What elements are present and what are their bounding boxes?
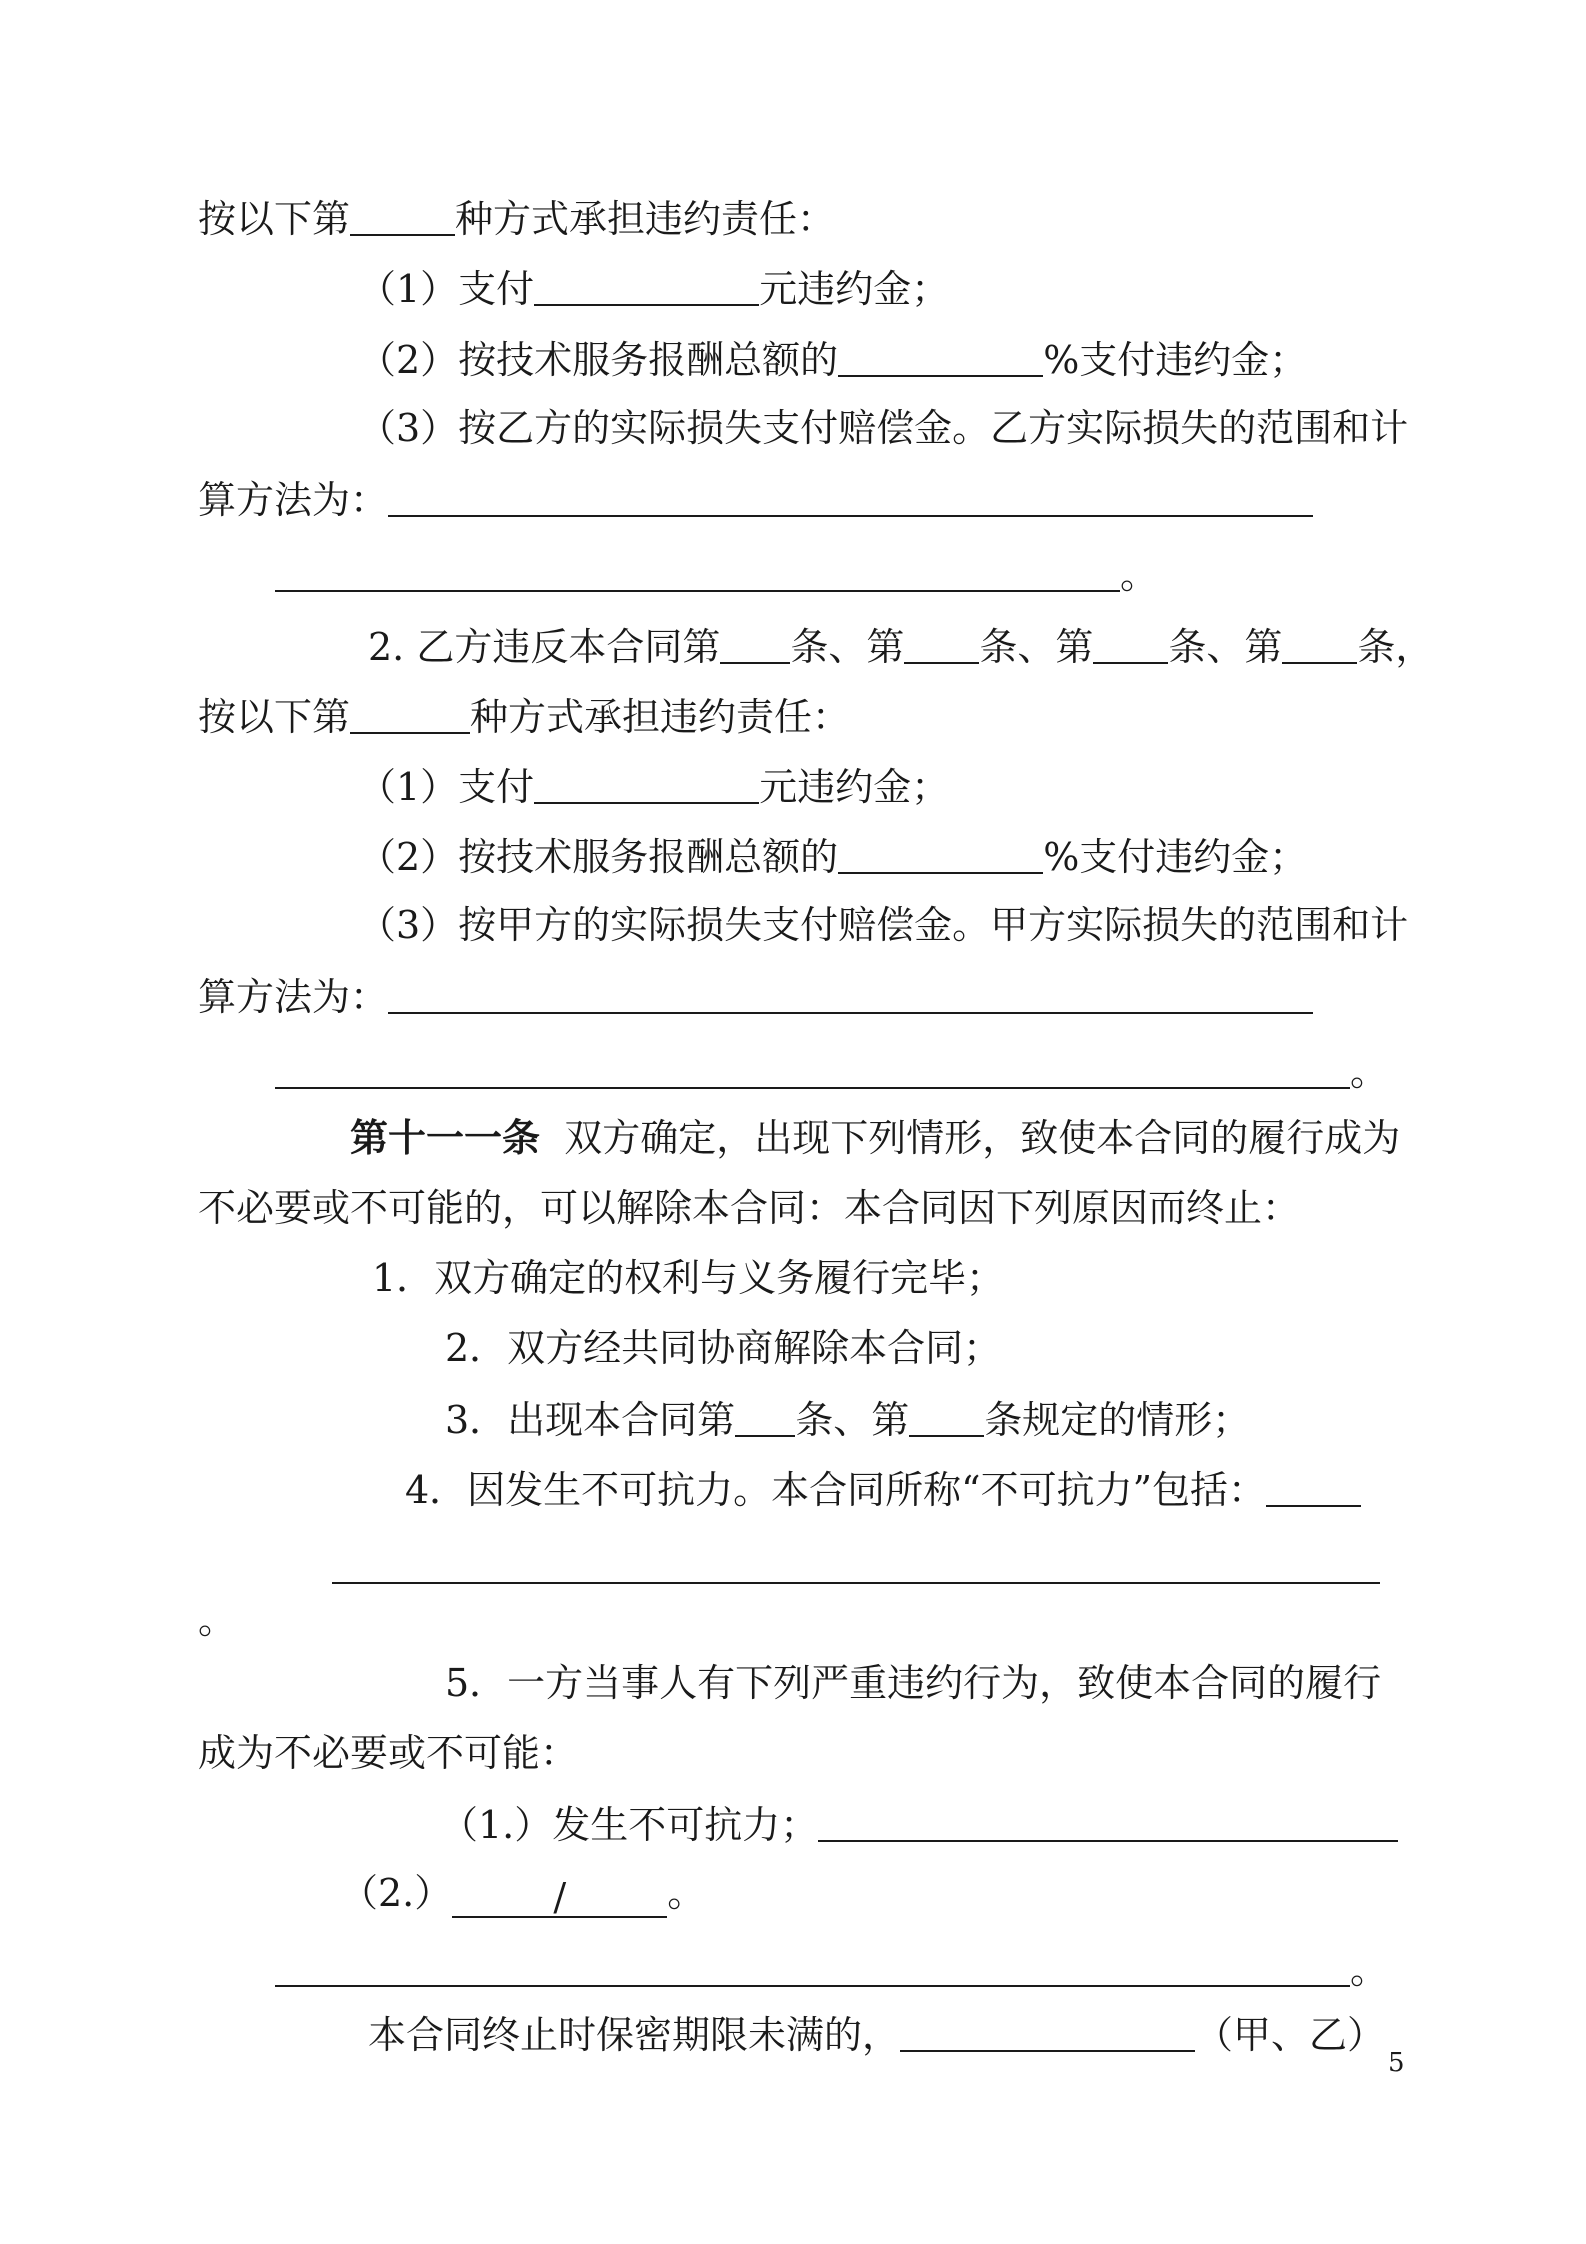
clause-line-12 xyxy=(198,970,1313,1020)
blank-field[interactable] xyxy=(332,1544,1380,1584)
text: （3）按甲方的实际损失支付赔偿金。甲方实际损失的范围和计 xyxy=(358,903,1409,947)
sub-item-2 xyxy=(340,1868,705,1918)
blank-field[interactable] xyxy=(1282,624,1357,664)
blank-field[interactable] xyxy=(909,1397,984,1437)
article-11-line-2 xyxy=(198,1183,1300,1233)
text: 3．出现本合同第 xyxy=(445,1398,736,1442)
sub-item-1 xyxy=(440,1798,1398,1848)
blank-field[interactable] xyxy=(735,1397,795,1437)
clause-line-7 xyxy=(368,620,1433,670)
text: 算方法为： xyxy=(198,975,389,1019)
clause-line-13 xyxy=(275,1045,1388,1095)
blank-field[interactable]: / xyxy=(452,1878,667,1918)
text: （1.）发生不可抗力； xyxy=(440,1803,819,1847)
blank-field[interactable] xyxy=(720,624,790,664)
clause-line-11 xyxy=(358,900,1408,950)
blank-field[interactable] xyxy=(1266,1467,1361,1507)
blank-field[interactable] xyxy=(350,694,470,734)
text: 元违约金； xyxy=(759,267,950,311)
text: （2）按技术服务报酬总额的 xyxy=(358,835,839,879)
text: 条、第 xyxy=(790,625,905,669)
list-item-4-continuation xyxy=(332,1540,1380,1590)
text: 元违约金； xyxy=(759,765,950,809)
text: （2.） xyxy=(340,1871,453,1915)
text: 成为不必要或不可能： xyxy=(198,1731,579,1775)
text: 2. 乙方违反本合同第 xyxy=(368,625,721,669)
clause-line-10 xyxy=(358,830,1307,880)
text: 。 xyxy=(1350,1050,1389,1094)
clause-line-3 xyxy=(358,333,1307,383)
clause-line-4 xyxy=(358,403,1408,453)
article-title: 第十一一条 xyxy=(350,1115,541,1160)
blank-field[interactable] xyxy=(838,834,1043,874)
blank-field[interactable] xyxy=(900,2012,1195,2052)
text: 不必要或不可能的，可以解除本合同：本合同因下列原因而终止： xyxy=(198,1186,1301,1230)
text: %支付违约金； xyxy=(1043,338,1308,382)
text: 。 xyxy=(198,1598,237,1642)
text: 。 xyxy=(1350,1948,1389,1992)
blank-field[interactable] xyxy=(534,764,759,804)
clause-line-8 xyxy=(198,690,850,740)
blank-field[interactable] xyxy=(388,974,1313,1014)
blank-field[interactable] xyxy=(275,1049,1350,1089)
text: 4．因发生不可抗力。本合同所称“不可抗力”包括： xyxy=(405,1468,1267,1512)
text: 本合同终止时保密期限未满的， xyxy=(368,2013,901,2057)
text: 种方式承担违约责任： xyxy=(455,197,836,241)
list-item-5-line-2 xyxy=(198,1728,578,1778)
text: （1）支付 xyxy=(358,267,535,311)
text: %支付违约金； xyxy=(1043,835,1308,879)
text: 条规定的情形； xyxy=(984,1398,1251,1442)
text: 种方式承担违约责任： xyxy=(470,695,851,739)
text: （3）按乙方的实际损失支付赔偿金。乙方实际损失的范围和计 xyxy=(358,406,1409,450)
blank-field[interactable] xyxy=(818,1802,1398,1842)
list-item-4 xyxy=(405,1463,1361,1513)
blank-field[interactable] xyxy=(534,266,759,306)
list-item-1 xyxy=(372,1253,1004,1303)
text: 条， xyxy=(1357,625,1434,669)
text: 双方确定，出现下列情形，致使本合同的履行成为 xyxy=(564,1116,1401,1160)
blank-field[interactable] xyxy=(350,196,455,236)
list-item-3 xyxy=(445,1393,1250,1443)
blank-field[interactable] xyxy=(1093,624,1168,664)
text: （甲、乙） xyxy=(1195,2013,1386,2057)
clause-line-5 xyxy=(198,473,1313,523)
text: （2）按技术服务报酬总额的 xyxy=(358,338,839,382)
text: 条、第 xyxy=(795,1398,910,1442)
blank-field[interactable] xyxy=(904,624,979,664)
sub-item-3 xyxy=(275,1943,1388,1993)
blank-field[interactable] xyxy=(275,552,1120,592)
text: 5．一方当事人有下列严重违约行为，致使本合同的履行 xyxy=(445,1661,1382,1705)
clause-line-1 xyxy=(198,192,835,242)
list-item-4-end xyxy=(198,1595,236,1645)
list-item-5 xyxy=(445,1658,1381,1708)
text: 1．双方确定的权利与义务履行完毕； xyxy=(372,1256,1005,1300)
article-11-heading xyxy=(350,1113,1400,1163)
blank-field[interactable] xyxy=(388,477,1313,517)
clause-line-2 xyxy=(358,262,949,312)
clause-line-9 xyxy=(358,760,949,810)
text: 。 xyxy=(667,1871,706,1915)
text: 算方法为： xyxy=(198,478,389,522)
text: 条、第 xyxy=(979,625,1094,669)
final-line xyxy=(368,2008,1385,2058)
text: 条、第 xyxy=(1168,625,1283,669)
clause-line-6 xyxy=(275,548,1158,598)
blank-field[interactable] xyxy=(275,1947,1350,1987)
text: 按以下第 xyxy=(198,695,351,739)
text: 。 xyxy=(1120,553,1159,597)
page-number: 5 xyxy=(1388,2048,1405,2078)
text: （1）支付 xyxy=(358,765,535,809)
blank-field[interactable] xyxy=(838,337,1043,377)
text: 按以下第 xyxy=(198,197,351,241)
text: 2．双方经共同协商解除本合同； xyxy=(445,1326,1002,1370)
list-item-2 xyxy=(445,1323,1001,1373)
